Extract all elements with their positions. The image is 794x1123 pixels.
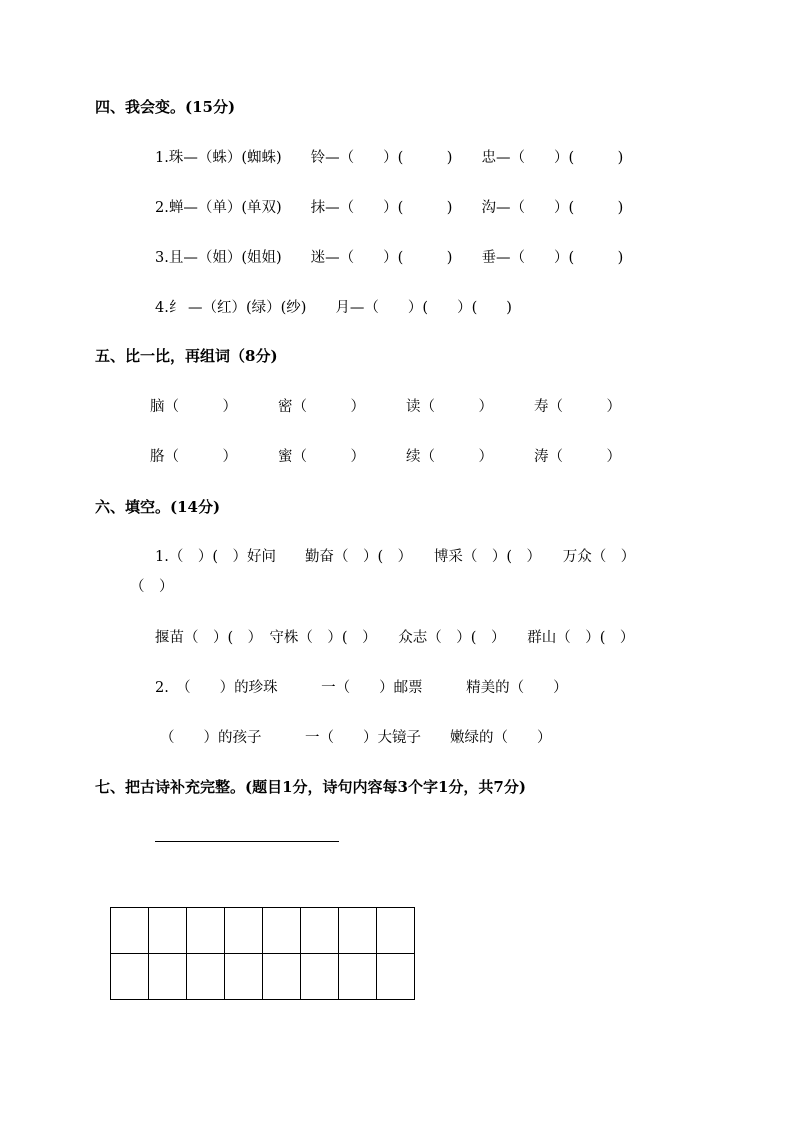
- section4-line-2: 2.蝉—（单）(单双) 抹—（ ）( ) 沟—（ ）( ): [155, 200, 624, 216]
- section4-line-3: 3.且—（姐）(姐姐) 迷—（ ）( ) 垂—（ ）( ): [155, 250, 624, 266]
- poem-writing-grid: [110, 907, 415, 1000]
- grid-cell[interactable]: [339, 954, 377, 1000]
- grid-cell[interactable]: [339, 908, 377, 954]
- section4-line-1: 1.珠—（蛛）(蜘蛛) 铃—（ ）( ) 忠—（ ）( ): [155, 150, 624, 166]
- section6-line-2: 揠苗（ ）( ） 守株（ ）( ） 众志（ ）( ） 群山（ ）( ）: [155, 630, 635, 646]
- section6-line-3: 2. （ ）的珍珠 一（ ）邮票 精美的（ ）: [155, 680, 568, 696]
- section5-word-1: 脑（ ）: [150, 399, 237, 415]
- section4-line-4: 4.纟 —（红）(绿）(纱) 月—（ ）( ）( ): [155, 300, 512, 316]
- grid-cell[interactable]: [149, 954, 187, 1000]
- grid-cell[interactable]: [187, 908, 225, 954]
- section5-title: 五、比一比，再组词（8分): [95, 347, 278, 365]
- section5-word-2: 密（ ）: [278, 399, 365, 415]
- grid-cell[interactable]: [187, 954, 225, 1000]
- section6-title: 六、填空。(14分): [95, 498, 221, 516]
- section4-title: 四、我会变。(15分): [95, 98, 236, 116]
- section7-title: 七、把古诗补充完整。(题目1分，诗句内容每3个字1分，共7分): [95, 778, 526, 796]
- grid-cell[interactable]: [301, 954, 339, 1000]
- grid-cell[interactable]: [377, 954, 415, 1000]
- section6-line-1-wrap: （ ）: [130, 579, 174, 595]
- section5-word-7: 续（ ）: [406, 449, 493, 465]
- section5-word-5: 胳（ ）: [150, 449, 237, 465]
- grid-cell[interactable]: [301, 908, 339, 954]
- section5-word-6: 蜜（ ）: [278, 449, 365, 465]
- section5-word-8: 涛（ ）: [534, 449, 621, 465]
- grid-cell[interactable]: [111, 908, 149, 954]
- section5-word-3: 读（ ）: [406, 399, 493, 415]
- grid-cell[interactable]: [149, 908, 187, 954]
- section6-line-1: 1.（ ）( ）好问 勤奋（ ）( ） 博采（ ）( ） 万众（ ）: [155, 549, 636, 565]
- grid-cell[interactable]: [225, 908, 263, 954]
- grid-cell[interactable]: [225, 954, 263, 1000]
- poem-title-blank[interactable]: [155, 841, 339, 842]
- grid-cell[interactable]: [263, 908, 301, 954]
- section6-line-4: （ ）的孩子 一（ ）大镜子 嫩绿的（ ）: [160, 730, 552, 746]
- section5-word-4: 寿（ ）: [534, 399, 621, 415]
- grid-cell[interactable]: [111, 954, 149, 1000]
- grid-cell[interactable]: [377, 908, 415, 954]
- grid-cell[interactable]: [263, 954, 301, 1000]
